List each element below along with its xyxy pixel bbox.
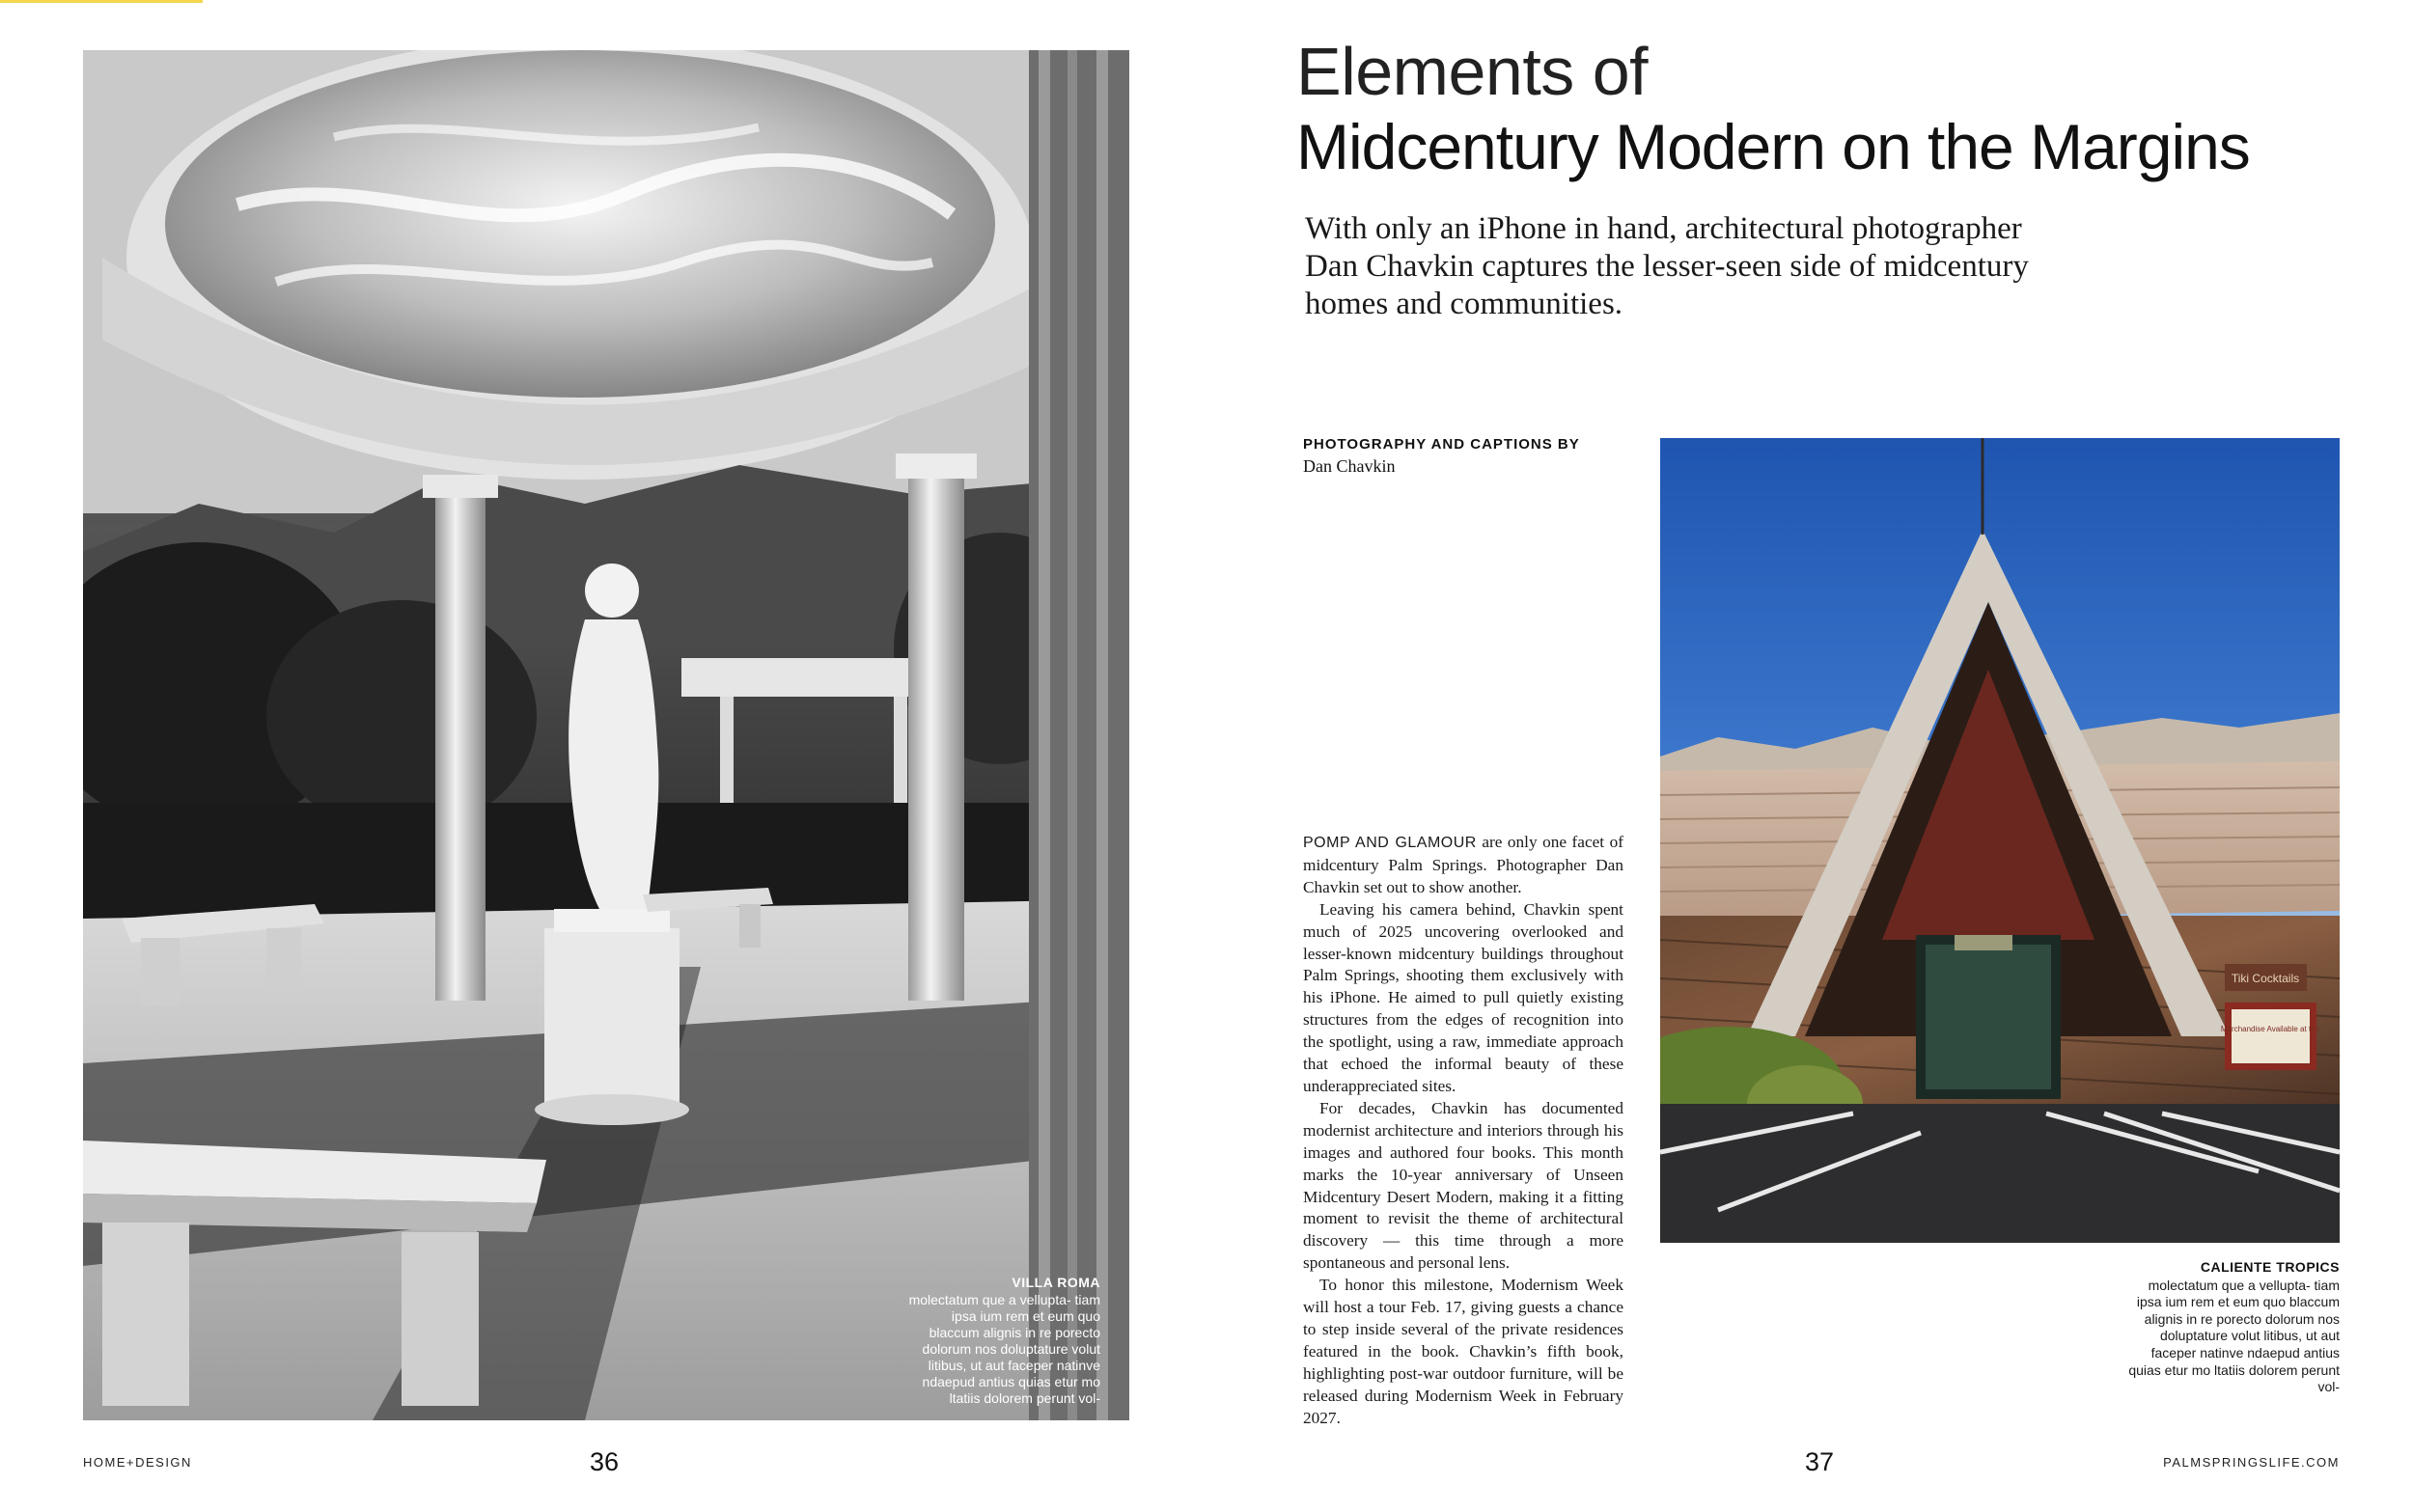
website-label: PALMSPRINGSLIFE.COM bbox=[2163, 1455, 2340, 1470]
villa-roma-illustration bbox=[83, 50, 1129, 1420]
body-paragraph bbox=[1303, 832, 1623, 899]
article-headline: Midcentury Modern on the Margins bbox=[1296, 111, 2250, 182]
body-paragraph: Leaving his camera behind, Chavkin spent much of 2025 uncovering overlooked and lesser-known midcentury buildings throughout Palm Springs, shooting them exclusively with his iPhone. He aimed to pull quietly existing structures from the edges of recognition into the spotlight, using a raw, immediate approach that echoed the informal beauty of these underappreciated sites. bbox=[1303, 899, 1623, 1095]
article-body bbox=[1303, 832, 1623, 1429]
article-dek: With only an iPhone in hand, architectural photographer Dan Chavkin captures the lesser-seen side of midcentury homes and communities. bbox=[1305, 211, 2029, 321]
paragraph-text: are only one facet of midcentury Palm Springs. Photographer Dan Chavkin set out to show another. bbox=[1303, 833, 1623, 896]
section-label: HOME+DESIGN bbox=[83, 1455, 192, 1470]
sign-tiki-cocktails: Tiki Cocktails bbox=[2231, 972, 2300, 985]
caliente-tropics-caption bbox=[2127, 1259, 2340, 1396]
page-number-right: 37 bbox=[1805, 1447, 1835, 1476]
caption-text: molectatum que a vellupta- tiam ipsa ium rem et eum quo blaccum alignis in re porecto dolorum nos doluptature volut litibus, ut aut faceper natinve ndaepud antius quias etur mo ltatiis dolorem perunt vol- bbox=[908, 1292, 1100, 1406]
credit-label: PHOTOGRAPHY AND CAPTIONS BY bbox=[1303, 436, 1580, 453]
body-paragraph: To honor this milestone, Modernism Week will host a tour Feb. 17, giving guests a chance to step inside several of the private residences featured in the book. Chavkin’s fifth book, highlighting post-war outdoor furniture, will be released during Modernism Week in February 2027. bbox=[1303, 1276, 1623, 1427]
sign-merchandise: Merchandise Available at the bbox=[2220, 1025, 2320, 1033]
caption-title: CALIENTE TROPICS bbox=[2200, 1259, 2340, 1275]
credit-name: Dan Chavkin bbox=[1303, 456, 1396, 476]
villa-roma-photo bbox=[83, 50, 1129, 1420]
article-kicker: Elements of bbox=[1296, 34, 1649, 109]
villa-roma-caption bbox=[898, 1275, 1100, 1407]
caption-title: VILLA ROMA bbox=[1012, 1275, 1100, 1290]
top-accent-bar bbox=[0, 0, 203, 3]
caliente-tropics-photo bbox=[1660, 438, 2340, 1243]
page-number-left: 36 bbox=[590, 1447, 620, 1476]
lead-in: POMP AND GLAMOUR bbox=[1303, 835, 1477, 851]
caption-text: molectatum que a vellupta- tiam ipsa ium rem et eum quo blaccum alignis in re porecto dolorum nos doluptature volut litibus, ut aut faceper natinve ndaepud antius quias etur mo ltatiis dolorem perunt vol- bbox=[2128, 1277, 2340, 1395]
body-paragraph: For decades, Chavkin has documented modernist architecture and interiors through his images and authored four books. This month marks the 10-year anniversary of Unseen Midcentury Desert Modern, making it a fitting moment to revisit the theme of architectural discovery — this time through a more spontaneous and personal lens. bbox=[1303, 1098, 1623, 1273]
caliente-tropics-illustration bbox=[1660, 438, 2340, 1243]
